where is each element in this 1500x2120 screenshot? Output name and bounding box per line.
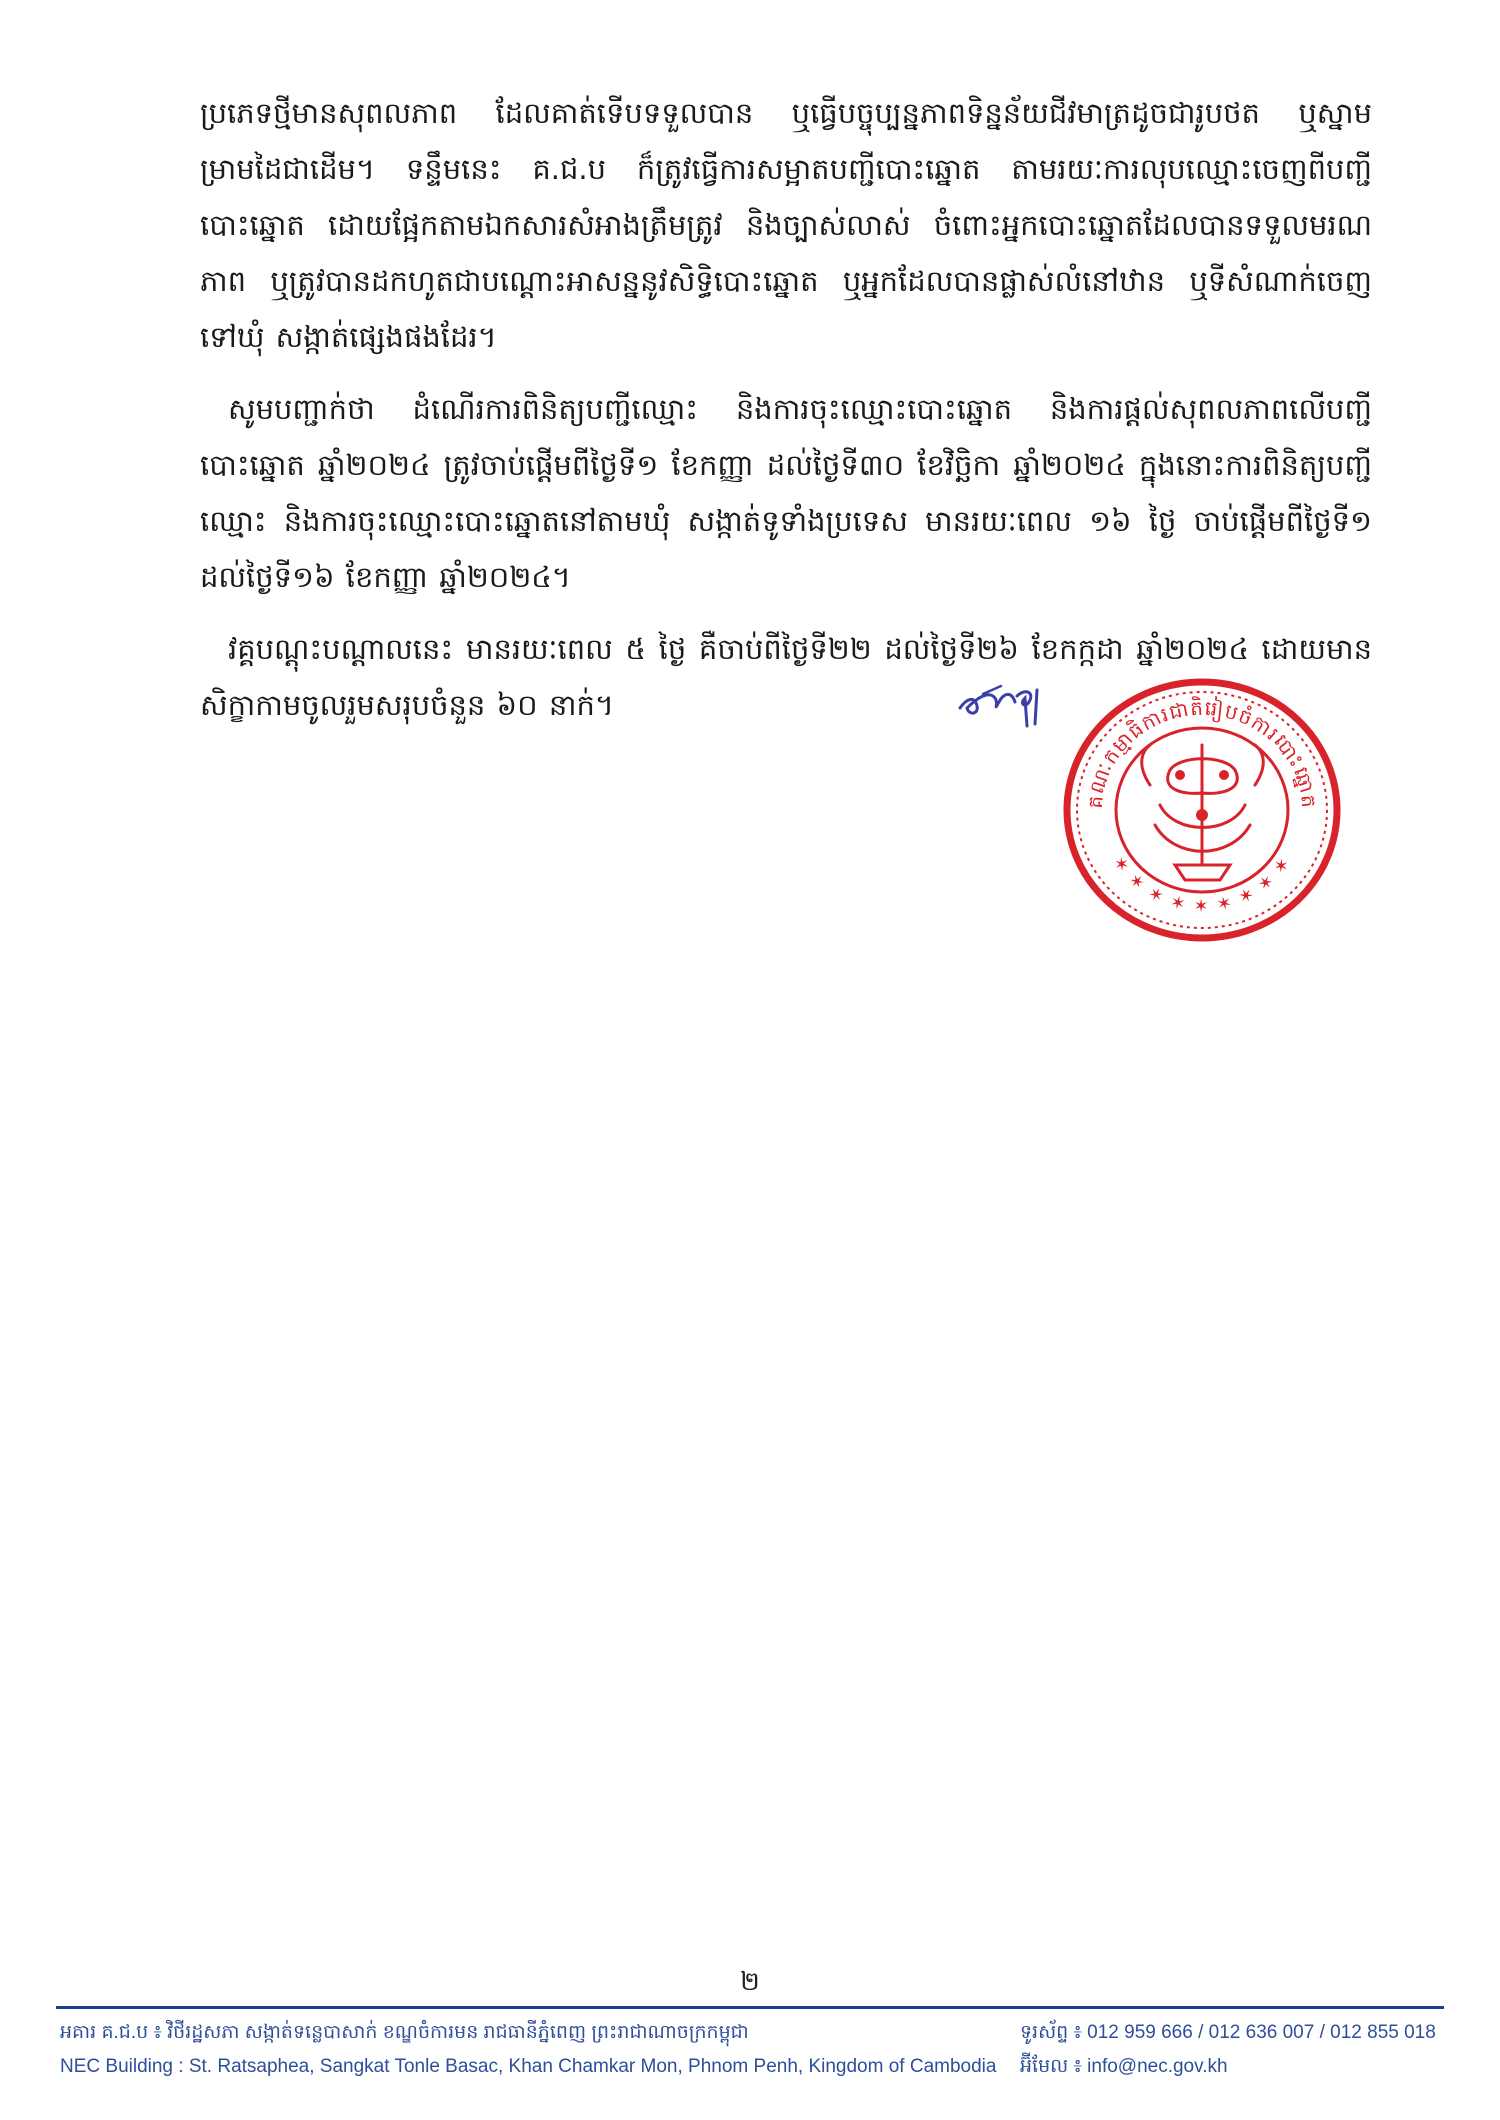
footer-address-english: NEC Building : St. Ratsaphea, Sangkat Tonle Basac, Khan Chamkar Mon, Phnom Penh, Kingdom of Cambodia [60,2056,997,2077]
seal-text-top: គណៈកម្មាធិការជាតិរៀបចំការបោះឆ្នោត [1082,695,1322,810]
paragraph-1: ប្រភេទថ្មីមានសុពលភាព ដែលគាត់ទើបទទួលបាន ឬធ្វើបច្ចុប្បន្នភាពទិន្នន័យជីវមាត្រដូចជារូបថត ឬស្នាមម្រាមដៃជាដើម។ ទន្ទឹមនេះ គ.ជ.ប ក៏ត្រូវធ្វើការសម្អាតបញ្ជីបោះឆ្នោត តាមរយៈការលុបឈ្មោះចេញពីបញ្ជីបោះឆ្នោត ដោយផ្អែកតាមឯកសារសំអាងត្រឹមត្រូវ និងច្បាស់លាស់ ចំពោះអ្នកបោះឆ្នោតដែលបានទទួលមរណភាព ឬត្រូវបានដកហូតជាបណ្ដោះអាសន្ននូវសិទ្ធិបោះឆ្នោត ឬអ្នកដែលបានផ្លាស់លំនៅឋាន ឬទីសំណាក់ចេញទៅឃុំ សង្កាត់ផ្សេងផងដែរ។ [200,96,1372,354]
footer-address-khmer: អគារ គ.ជ.ប ៖ វិថីរដ្ឋសភា សង្កាត់ទន្លេបាសាក់ ខណ្ឌចំការមន រាជធានីភ្នំពេញ ព្រះរាជាណាចក្រកម្ពុជា [60,2022,749,2043]
signature-initials [955,668,1045,728]
document-body [200,85,1372,749]
paragraph-2: សូមបញ្ជាក់ថា ដំណើរការពិនិត្យបញ្ជីឈ្មោះ និងការចុះឈ្មោះបោះឆ្នោត និងការផ្ដល់សុពលភាពលើបញ្ជីបោះឆ្នោត ឆ្នាំ២០២៤ ត្រូវចាប់ផ្ដើមពីថ្ងៃទី១ ខែកញ្ញា ដល់ថ្ងៃទី៣០ ខែវិច្ឆិកា ឆ្នាំ២០២៤ ក្នុងនោះការពិនិត្យបញ្ជីឈ្មោះ និងការចុះឈ្មោះបោះឆ្នោតនៅតាមឃុំ សង្កាត់ទូទាំងប្រទេស មានរយៈពេល ១៦ ថ្ងៃ ចាប់ផ្ដើមពីថ្ងៃទី១ ដល់ថ្ងៃទី១៦ ខែកញ្ញា ឆ្នាំ២០២៤។ [200,392,1372,594]
official-seal [1060,675,1345,945]
page-footer [60,2016,1445,2112]
page-number: ២ [740,1967,760,1997]
footer-phone: ទូរស័ព្ទ ៖ 012 959 666 / 012 636 007 / 012 855 018 [1020,2022,1436,2043]
svg-text:✶ ✶ ✶ ✶ ✶ ✶ ✶ ✶ ✶: ✶ ✶ ✶ ✶ ✶ ✶ ✶ ✶ ✶ [1107,852,1297,917]
footer-address-block [60,2016,1020,2084]
footer-contact-block [1020,2016,1445,2084]
paragraph-3: វគ្គបណ្ដុះបណ្ដាលនេះ មានរយៈពេល ៥ ថ្ងៃ គឺចាប់ពីថ្ងៃទី២២ ដល់ថ្ងៃទី២៦ ខែកក្កដា ឆ្នាំ២០២៤ ដោយមានសិក្ខាកាមចូលរួមសរុបចំនួន ៦០ នាក់។ [200,632,1372,722]
footer-email: អ៊ីមែល ៖ info@nec.gov.kh [1020,2056,1228,2077]
footer-divider [56,2006,1444,2009]
